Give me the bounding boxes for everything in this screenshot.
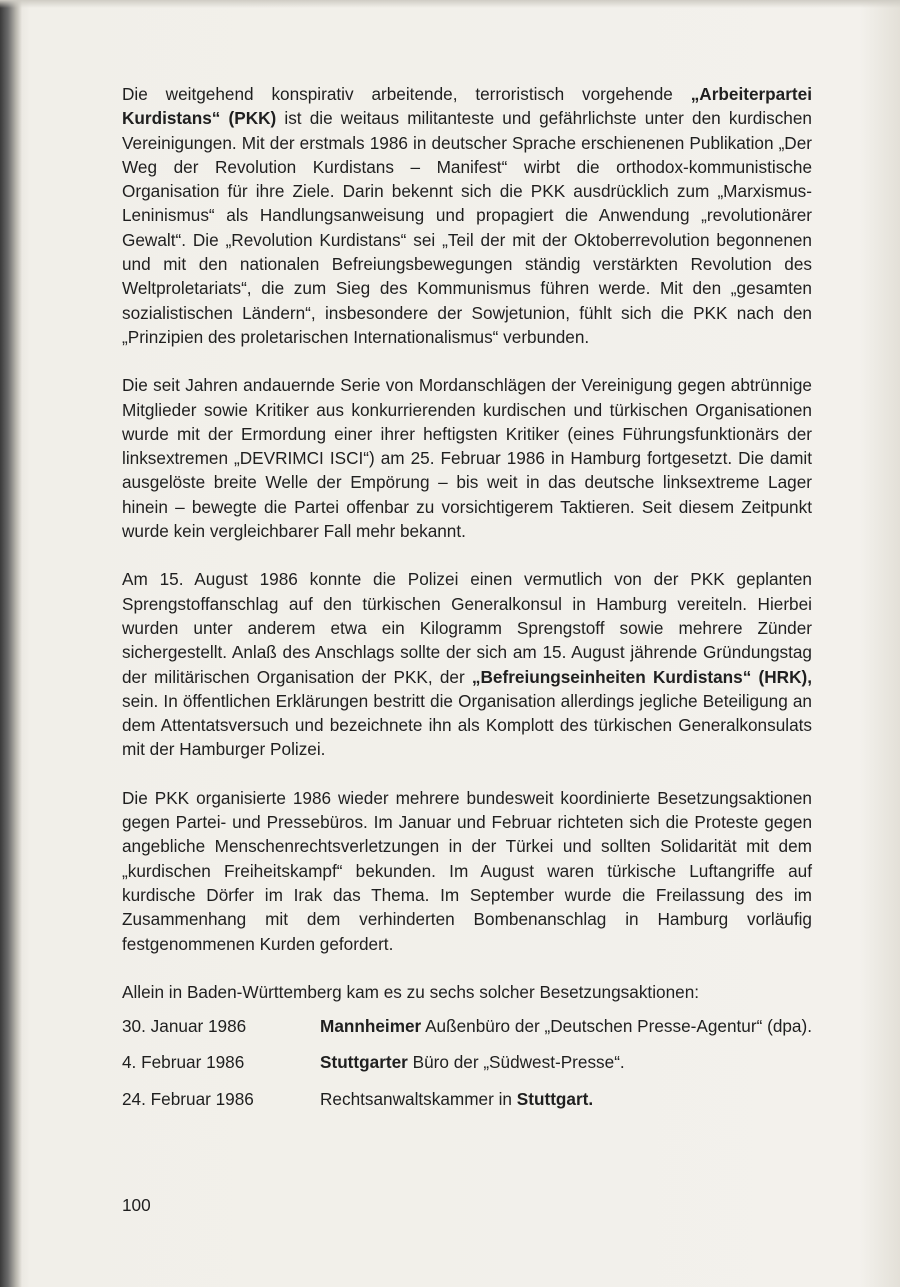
bold-text-run: „Befreiungseinheiten Kurdistans“ (HRK), [471, 666, 812, 687]
bold-text-run: „Arbeiterpartei Kurdistans“ (PKK) [122, 84, 812, 129]
paragraph [122, 786, 812, 956]
text-run: ist die weitaus militanteste und gefährlichste unter den kurdischen Vereinigungen. Mit der erstmals 1986 in deutscher Sprache erschienenen Publikation „Der Weg der Revolution Kurdistans – Manifest“ wirbt die orthodox-kommunistische Organisation für ihre Ziele. Darin bekennt sich die PKK ausdrücklich zum „Marxismus-Leninismus“ als Handlungsanweisung und propagiert die Anwendung „revolutionärer Gewalt“. Die „Revolution Kurdistans“ sei „Teil der mit der Oktoberrevolution begonnenen und mit den nationalen Befreiungsbewegungen ständig verstärkten Revolution des Weltproletariats“, die zum Sieg des Kommunismus führen werde. Mit den „gesamten sozialistischen Ländern“, insbesondere der Sowjetunion, fühlt sich die PKK nach den „Prinzipien des proletarischen Internationalismus“ verbunden. [122, 108, 812, 347]
text-run: Allein in Baden-Württemberg kam es zu sechs solcher Besetzungsaktionen: [122, 981, 700, 1002]
text-run: Büro der „Südwest-Presse“. [407, 1052, 625, 1073]
event-list [122, 1014, 812, 1111]
bold-text-run: Stuttgart. [516, 1088, 594, 1109]
paragraph [122, 82, 812, 349]
page-top-shadow [0, 0, 900, 8]
paragraph [122, 980, 812, 1004]
bold-text-run: Mannheimer [320, 1016, 422, 1037]
text-run: Die weitgehend konspirativ arbeitende, terroristisch vorgehende [122, 84, 691, 104]
event-date: 30. Januar 1986 [122, 1016, 247, 1037]
body-text [122, 82, 812, 1004]
page-binding-edge [0, 0, 22, 1287]
event-date: 24. Februar 1986 [122, 1088, 254, 1109]
event-row [122, 1050, 812, 1074]
page-content [122, 82, 812, 1123]
event-description [320, 1087, 812, 1111]
text-run: Am 15. August 1986 konnte die Polizei einen vermutlich von der PKK geplanten Sprengstoffanschlag auf den türkischen Generalkonsul in Hamburg vereiteln. Hierbei wurden unter anderem etwa ein Kilogramm Sprengstoff sowie mehrere Zünder sichergestellt. Anlaß des Anschlags sollte der sich am 15. August jährende Gründungstag der militärischen Organisation der PKK, der [122, 569, 812, 687]
page-number: 100 [122, 1195, 151, 1215]
event-row [122, 1087, 812, 1111]
event-date: 4. Februar 1986 [122, 1052, 245, 1073]
event-description [320, 1014, 812, 1038]
text-run: Rechtsanwaltskammer in [320, 1088, 517, 1109]
text-run: Außenbüro der „Deutschen Presse-Agentur“ (dpa). [421, 1016, 812, 1037]
text-run: sein. In öffentlichen Erklärungen bestritt die Organisation allerdings jegliche Beteiligung an dem Attentatsversuch und bezeichnete ihn als Komplott des türkischen Generalkonsulats mit der Hamburger Polizei. [122, 690, 812, 760]
bold-text-run: Stuttgarter [320, 1052, 408, 1073]
paragraph [122, 567, 812, 761]
event-description [320, 1050, 812, 1074]
event-row [122, 1014, 812, 1038]
text-run: Die seit Jahren andauernde Serie von Mordanschlägen der Vereinigung gegen abtrünnige Mitglieder sowie Kritiker aus konkurrierenden kurdischen und türkischen Organisationen wurde mit der Ermordung einer ihrer heftigsten Kritiker (eines Führungsfunktionärs der linksextremen „DEVRIMCI ISCI“) am 25. Februar 1986 in Hamburg fortgesetzt. Die damit ausgelöste breite Welle der Empörung – bis weit in das deutsche linksextreme Lager hinein – bewegte die Partei offenbar zu vorsichtigerem Taktieren. Seit diesem Zeitpunkt wurde kein vergleichbarer Fall mehr bekannt. [122, 375, 812, 542]
paragraph [122, 373, 812, 543]
text-run: Die PKK organisierte 1986 wieder mehrere bundesweit koordinierte Besetzungsaktionen gegen Partei- und Pressebüros. Im Januar und Februar richteten sich die Proteste gegen angebliche Menschenrechtsverletzungen in der Türkei und sollten Solidarität mit dem „kurdischen Freiheitskampf“ bekunden. Im August waren türkische Luftangriffe auf kurdische Dörfer im Irak das Thema. Im September wurde die Freilassung des im Zusammenhang mit dem verhinderten Bombenanschlag in Hamburg vorläufig festgenommenen Kurden gefordert. [122, 787, 812, 954]
